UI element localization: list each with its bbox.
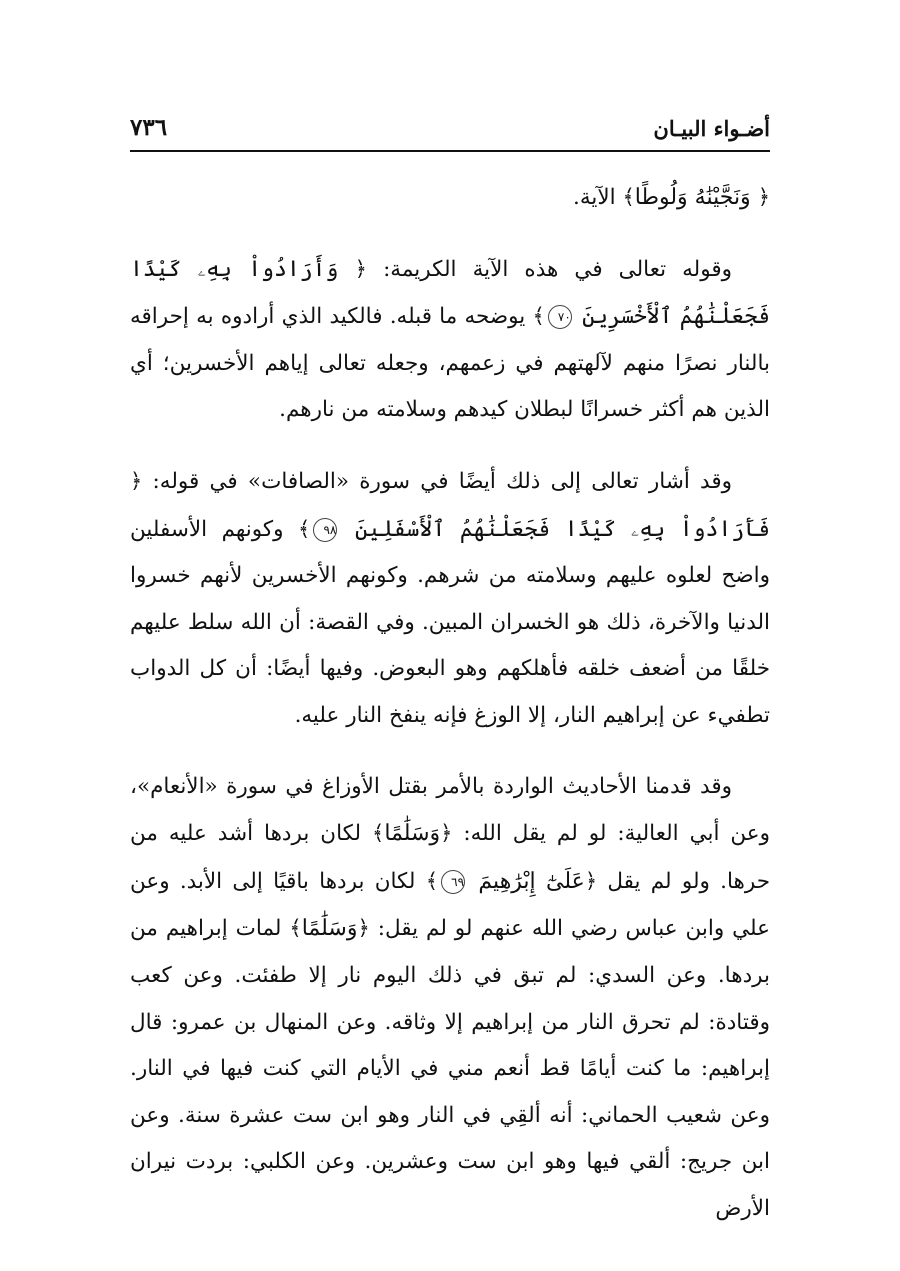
quran-bracket: ﴿ [357,916,370,941]
running-header [130,110,770,152]
quran-verse: وَنَجَّيْنَٰهُ وَلُوطًا [634,185,758,210]
paragraph-text: لمات إبراهيم من بردها. وعن السدي: لم تبق في ذلك اليوم نار إلا طفئت. وعن كعب وقتادة: لم تحرق النار من إبراهيم إلا وثاقه. وعن المنهال بن عمرو: قال إبراهيم: ما كنت أيامًا قط أنعم مني في الأيام التي كنت فيها في النار. وعن شعيب الحماني: أنه ألقِي في النار وهو ابن ست عشرة سنة. وعن ابن جريج: ألقي فيها وهو ابن ست وعشرين. وعن الكلبي: بردت نيران الأرض [130,916,770,1221]
ayah-number-mark: ٦٩ [441,870,465,894]
paragraph-gap [130,434,770,458]
paragraph-gap [130,222,770,246]
page-number: ٧٣٦ [130,114,168,141]
quran-verse: وَأَرَادُواْ بِهِۦ كَيْدًا فَجَعَلْنَٰهُمُ ٱلْأَخْسَرِينَ [130,256,770,330]
paragraph-gap [130,740,770,764]
paragraph-text: وقوله تعالى في هذه الآية الكريمة: [366,256,732,282]
paragraph-text: وقد أشار تعالى إلى ذلك أيضًا في سورة «الصافات» في قوله: [142,468,732,494]
ayah-number-mark: ٧٠ [548,305,572,329]
book-title: أضـواء البيـان [653,116,770,141]
quran-verse: وَسَلَٰمًا [301,916,358,942]
paragraph [130,174,770,222]
paragraph-text: لكان بردها أشد عليه من حرها. ولو لم يقل [130,821,770,894]
quran-bracket: ﴿ [440,821,453,846]
quran-bracket: ﴾ [622,185,635,209]
paragraph-text: الآية. [573,185,623,210]
quran-bracket: ﴾ [289,916,302,941]
quran-bracket: ﴿ [354,256,367,281]
quran-bracket: ﴾ [532,304,545,329]
paragraph [130,458,770,740]
ayah-number-mark: ٩٨ [313,518,337,542]
quran-bracket: ﴾ [298,516,311,541]
quran-verse: عَلَىٰٓ إِبْرَٰهِيمَ [468,868,585,894]
quran-bracket: ﴾ [425,868,439,893]
paragraph-text: وكونهم الأسفلين واضح لعلوه عليهم وسلامته من شرهم. وكونهم الأخسرين لأنهم خسروا الدنيا والآخرة، ذلك هو الخسران المبين. وفي القصة: أن الله سلط عليهم خلقًا من أضعف خلقه فأهلكهم وهو البعوض. وفيها أيضًا: أن كل الدواب تطفيء عن إبراهيم النار، إلا الوزغ فإنه ينفخ النار عليه. [130,516,770,728]
quran-bracket: ﴾ [372,821,385,846]
paragraph-text: يوضحه ما قبله. فالكيد الذي أرادوه به إحراقه بالنار نصرًا منهم لآلهتهم في زعمهم، وجعله تعالى إياهم الأخسرين؛ أي الذين هم أكثر خسرانًا لبطلان كيدهم وسلامته من نارهم. [130,304,770,423]
paragraph-text: وقد قدمنا الأحاديث الواردة بالأمر بقتل الأوزاغ في سورة «الأنعام»، وعن أبي العالية: لو لم يقل الله: [130,773,770,847]
page-body [130,174,770,1232]
paragraph-text: لكان بردها باقيًا إلى الأبد. وعن علي وابن عباس رضي الله عنهم لو لم يقل: [130,868,770,942]
quran-verse: فَأَرَادُواْ بِهِۦ كَيْدًا فَجَعَلْنَٰهُمُ ٱلْأَسْفَلِينَ [340,516,770,542]
quran-bracket: ﴿ [584,868,598,893]
quran-bracket: ﴿ [130,468,143,493]
book-page [130,110,770,1232]
paragraph [130,246,770,434]
quran-verse: وَسَلَٰمًا [384,821,441,847]
quran-bracket: ﴿ [757,185,770,209]
paragraph [130,764,770,1233]
